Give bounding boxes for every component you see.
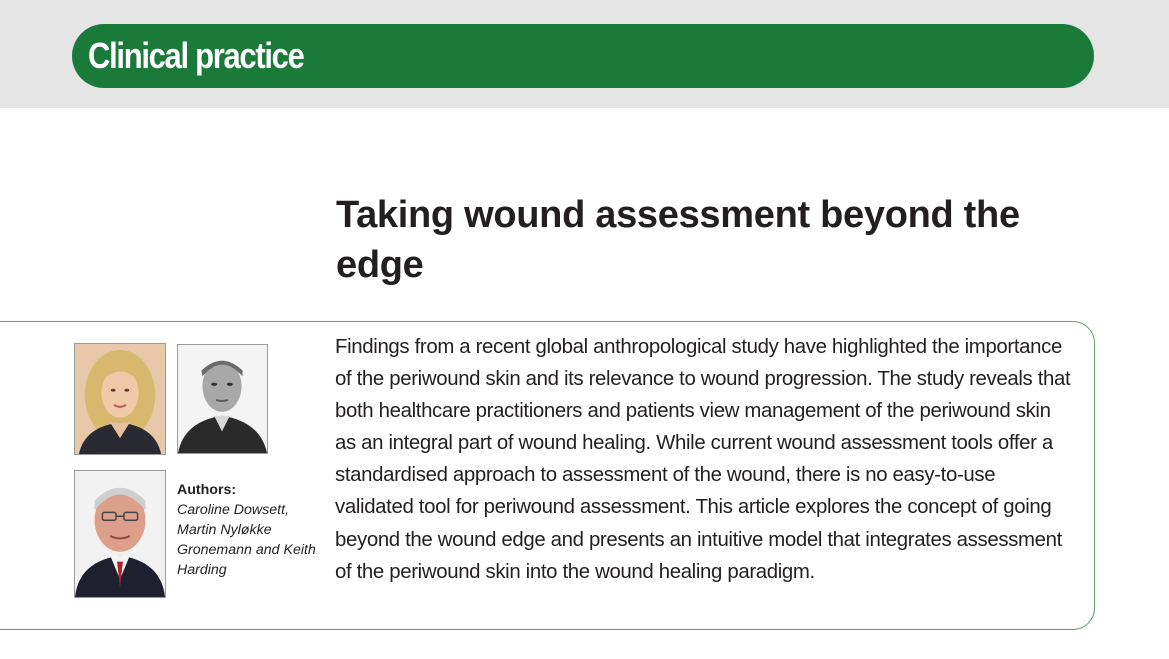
article-title: Taking wound assessment beyond the edge	[336, 194, 1020, 286]
section-label: Clinical practice	[88, 35, 304, 76]
author-photo-3	[74, 470, 166, 598]
author-photo-2	[177, 344, 268, 454]
authors-block	[177, 480, 317, 580]
author-photo-1	[74, 343, 166, 455]
authors-names: Caroline Dowsett, Martin Nyløkke Gronemann and Keith Harding	[177, 502, 316, 578]
section-banner	[72, 24, 1094, 88]
abstract-text: Findings from a recent global anthropological study have highlighted the importance of the periwound skin and its relevance to wound progression. The study reveals that both healthcare practitioners and patients view management of the periwound skin as an integral part of wound healing. While current wound assessment tools offer a standardised approach to assessment of the wound, there is no easy-to-use validated tool for periwound assessment. This article explores the concept of going beyond the wound edge and presents an intuitive model that integrates assessment of the periwound skin into the wound healing paradigm.	[335, 336, 1071, 583]
authors-heading: Authors:	[177, 482, 237, 498]
header-band	[0, 0, 1169, 108]
